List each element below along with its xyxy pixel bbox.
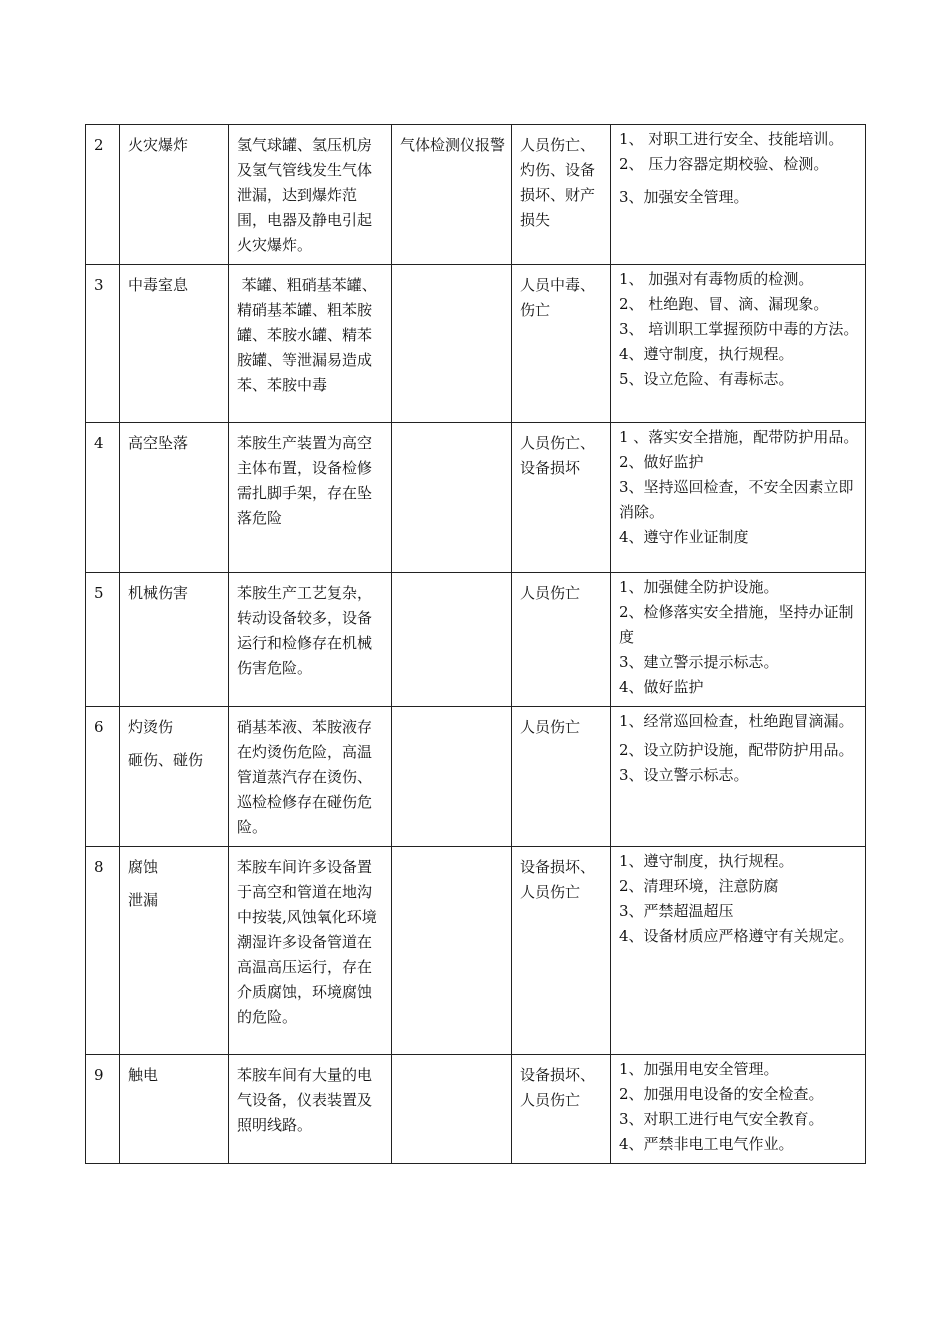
- possible-consequence: 人员伤亡、灼伤、设备损坏、财产损失: [512, 125, 611, 265]
- row-number: 2: [86, 125, 120, 265]
- control-measures: [611, 707, 866, 847]
- hazard-type: [120, 573, 229, 707]
- hazard-location: 苯胺车间许多设备置于高空和管道在地沟中按装,风蚀氧化环境潮湿许多设备管道在高温高压运行，存在介质腐蚀，环境腐蚀的危险。: [229, 847, 392, 1055]
- hazard-type-line: 灼烫伤: [128, 718, 174, 736]
- control-measures: [611, 1055, 866, 1164]
- hazard-location: 苯胺生产工艺复杂，转动设备较多，设备运行和检修存在机械伤害危险。: [229, 573, 392, 707]
- control-measures: [611, 847, 866, 1055]
- measure-item: 3、 培训职工掌握预防中毒的方法。: [619, 320, 859, 338]
- row-number: 3: [86, 265, 120, 423]
- possible-consequence: 人员伤亡: [512, 573, 611, 707]
- hazard-location: 苯胺车间有大量的电气设备，仪表装置及照明线路。: [229, 1055, 392, 1164]
- hazard-table-body: [86, 125, 866, 1164]
- measure-item: 4、做好监护: [619, 678, 704, 696]
- measure-item: 1、 加强对有毒物质的检测。: [619, 270, 814, 288]
- measure-item: 4、遵守作业证制度: [619, 528, 749, 546]
- control-measures: [611, 125, 866, 265]
- measure-item: 3、对职工进行电气安全教育。: [619, 1110, 824, 1128]
- hazard-type-line: 泄漏: [128, 891, 159, 909]
- row-number: 8: [86, 847, 120, 1055]
- hazard-type: [120, 1055, 229, 1164]
- row-number: 6: [86, 707, 120, 847]
- table-row: [86, 265, 866, 423]
- measure-item: 3、建立警示提示标志。: [619, 653, 779, 671]
- hazard-type-line: 砸伤、碰伤: [128, 751, 204, 769]
- table-row: [86, 573, 866, 707]
- measure-item: 2、 压力容器定期校验、检测。: [619, 155, 829, 173]
- table-row: [86, 125, 866, 265]
- measure-item: 1、 对职工进行安全、技能培训。: [619, 130, 844, 148]
- measure-item: 1、加强健全防护设施。: [619, 578, 779, 596]
- monitoring-method: 气体检测仪报警: [392, 125, 512, 265]
- possible-consequence: 人员中毒、伤亡: [512, 265, 611, 423]
- row-number: 4: [86, 423, 120, 573]
- table-row: [86, 707, 866, 847]
- table-row: [86, 423, 866, 573]
- row-number: 9: [86, 1055, 120, 1164]
- hazard-type-line: 中毒室息: [128, 276, 189, 294]
- hazard-type: [120, 265, 229, 423]
- possible-consequence: 设备损坏、人员伤亡: [512, 1055, 611, 1164]
- possible-consequence: 设备损坏、人员伤亡: [512, 847, 611, 1055]
- monitoring-method: [392, 1055, 512, 1164]
- measure-item: 1 、落实安全措施，配带防护用品。: [619, 428, 859, 446]
- hazard-type: [120, 847, 229, 1055]
- row-number: 5: [86, 573, 120, 707]
- measure-item: 1、经常巡回检查，杜绝跑冒滴漏。: [619, 712, 854, 730]
- measure-item: 5、设立危险、有毒标志。: [619, 370, 794, 388]
- hazard-type-line: 触电: [128, 1066, 159, 1084]
- measure-item: 3、加强安全管理。: [619, 188, 749, 206]
- monitoring-method: [392, 707, 512, 847]
- possible-consequence: 人员伤亡: [512, 707, 611, 847]
- measure-item: 3、设立警示标志。: [619, 766, 749, 784]
- table-row: [86, 1055, 866, 1164]
- hazard-location: 苯罐、粗硝基苯罐、精硝基苯罐、粗苯胺罐、苯胺水罐、精苯胺罐、等泄漏易造成苯、苯胺中毒: [229, 265, 392, 423]
- control-measures: [611, 265, 866, 423]
- monitoring-method: [392, 573, 512, 707]
- hazard-type: [120, 707, 229, 847]
- monitoring-method: [392, 265, 512, 423]
- hazard-location: 苯胺生产装置为高空主体布置，设备检修需扎脚手架，存在坠落危险: [229, 423, 392, 573]
- hazard-location: 硝基苯液、苯胺液存在灼烫伤危险，高温管道蒸汽存在烫伤、巡检检修存在碰伤危险。: [229, 707, 392, 847]
- measure-item: 2、加强用电设备的安全检查。: [619, 1085, 824, 1103]
- measure-item: 2、清理环境，注意防腐: [619, 877, 779, 895]
- control-measures: [611, 573, 866, 707]
- control-measures: [611, 423, 866, 573]
- measure-item: 2、设立防护设施，配带防护用品。: [619, 741, 854, 759]
- monitoring-method: [392, 847, 512, 1055]
- measure-item: 1、加强用电安全管理。: [619, 1060, 779, 1078]
- hazard-type: [120, 423, 229, 573]
- measure-item: 2、检修落实安全措施，坚持办证制度: [619, 603, 854, 646]
- measure-item: 4、严禁非电工电气作业。: [619, 1135, 794, 1153]
- measure-item: 3、坚持巡回检查，不安全因素立即消除。: [619, 478, 854, 521]
- hazard-type-line: 火灾爆炸: [128, 136, 189, 154]
- hazard-type: [120, 125, 229, 265]
- hazard-type-line: 腐蚀: [128, 858, 159, 876]
- hazard-type-line: 高空坠落: [128, 434, 189, 452]
- monitoring-method: [392, 423, 512, 573]
- hazard-location: 氢气球罐、氢压机房及氢气管线发生气体泄漏，达到爆炸范围，电器及静电引起火灾爆炸。: [229, 125, 392, 265]
- hazard-type-line: 机械伤害: [128, 584, 189, 602]
- measure-item: 4、设备材质应严格遵守有关规定。: [619, 927, 854, 945]
- possible-consequence: 人员伤亡、设备损坏: [512, 423, 611, 573]
- table-row: [86, 847, 866, 1055]
- hazard-table: [85, 124, 866, 1164]
- measure-item: 1、遵守制度，执行规程。: [619, 852, 794, 870]
- measure-item: 2、做好监护: [619, 453, 704, 471]
- measure-item: 2、 杜绝跑、冒、滴、漏现象。: [619, 295, 829, 313]
- measure-item: 3、严禁超温超压: [619, 902, 734, 920]
- measure-item: 4、遵守制度，执行规程。: [619, 345, 794, 363]
